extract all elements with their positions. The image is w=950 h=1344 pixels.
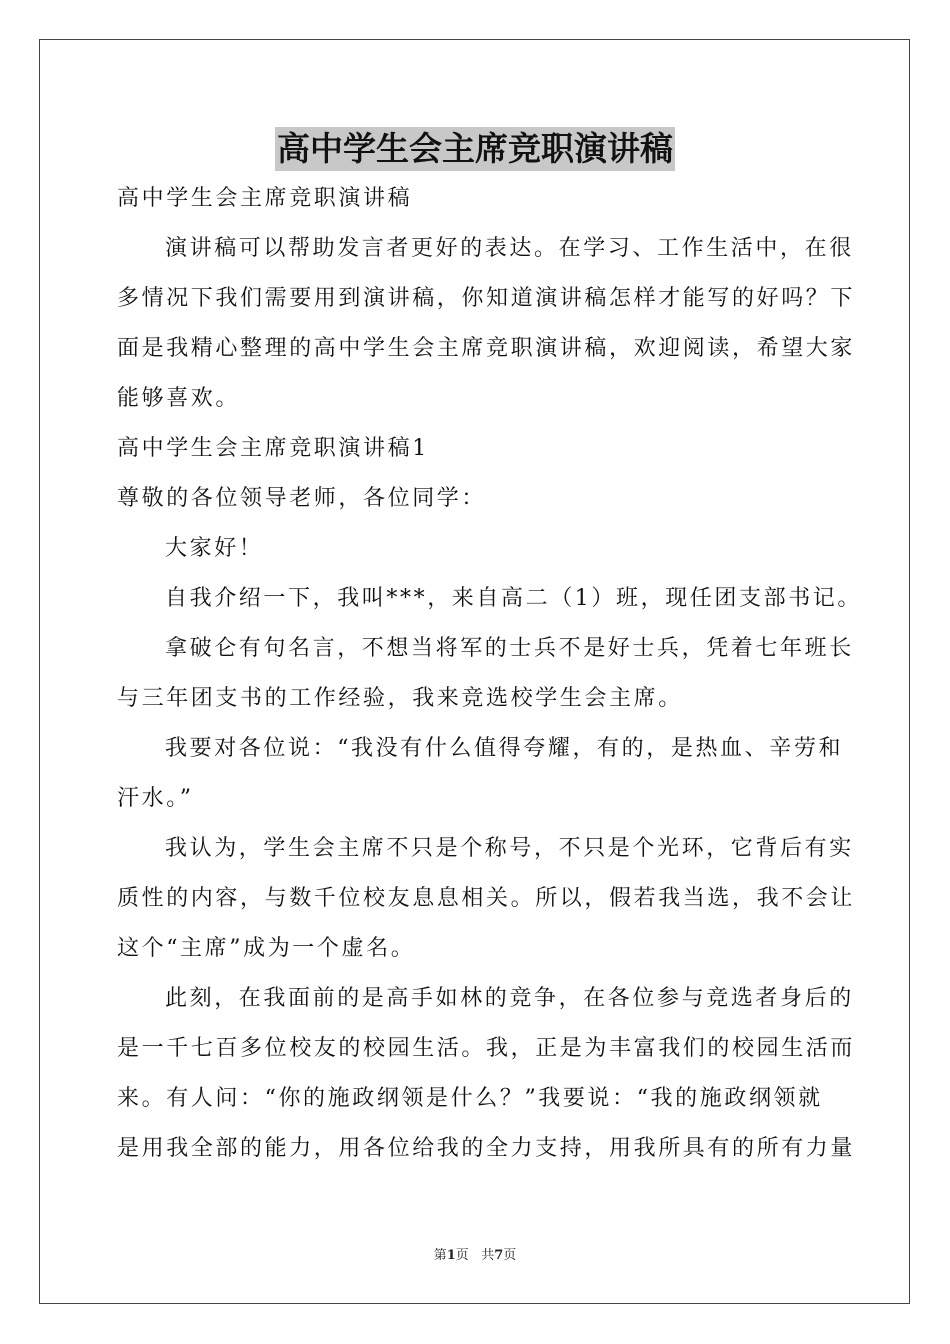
page-footer xyxy=(0,1247,950,1265)
body-line: 能够喜欢。 xyxy=(117,386,241,411)
body-line: 自我介绍一下，我叫***，来自高二（1）班，现任团支部书记。 xyxy=(165,586,862,611)
footer-prefix: 第 xyxy=(433,1248,447,1263)
body-line: 演讲稿可以帮助发言者更好的表达。在学习、工作生活中，在很 xyxy=(165,236,854,261)
body-line: 质性的内容，与数千位校友息息相关。所以，假若我当选，我不会让 xyxy=(117,886,856,911)
footer-page-suffix: 页 xyxy=(455,1248,469,1263)
body-line: 多情况下我们需要用到演讲稿，你知道演讲稿怎样才能写的好吗？下 xyxy=(117,286,856,311)
salutation: 尊敬的各位领导老师，各位同学： xyxy=(117,486,487,511)
document-body xyxy=(117,174,862,1174)
body-line: 汗水。” xyxy=(117,786,194,811)
title-container xyxy=(0,127,950,171)
body-line: 是用我全部的能力，用各位给我的全力支持，用我所具有的所有力量 xyxy=(117,1136,856,1161)
footer-page-number: 1 xyxy=(446,1248,456,1263)
body-line: 此刻，在我面前的是高手如林的竞争，在各位参与竞选者身后的 xyxy=(165,986,854,1011)
body-line: 拿破仑有句名言，不想当将军的士兵不是好士兵，凭着七年班长 xyxy=(165,636,854,661)
document-title: 高中学生会主席竞职演讲稿 xyxy=(275,127,675,171)
body-line: 这个“主席”成为一个虚名。 xyxy=(117,936,416,961)
footer-total-suffix: 页 xyxy=(503,1248,517,1263)
footer-total-prefix: 共 xyxy=(481,1248,495,1263)
body-line: 来。有人问：“你的施政纲领是什么？”我要说：“我的施政纲领就 xyxy=(117,1086,823,1111)
body-line: 与三年团支书的工作经验，我来竞选校学生会主席。 xyxy=(117,686,683,711)
body-line: 是一千七百多位校友的校园生活。我，正是为丰富我们的校园生活而 xyxy=(117,1036,856,1061)
body-line: 高中学生会主席竞职演讲稿 xyxy=(117,186,413,211)
body-line: 大家好！ xyxy=(165,536,264,561)
body-line: 我要对各位说：“我没有什么值得夸耀，有的，是热血、辛劳和 xyxy=(165,736,844,761)
section-heading: 高中学生会主席竞职演讲稿1 xyxy=(117,436,429,461)
body-line: 面是我精心整理的高中学生会主席竞职演讲稿，欢迎阅读，希望大家 xyxy=(117,336,856,361)
footer-total-pages: 7 xyxy=(494,1248,504,1263)
body-line: 我认为，学生会主席不只是个称号，不只是个光环，它背后有实 xyxy=(165,836,854,861)
